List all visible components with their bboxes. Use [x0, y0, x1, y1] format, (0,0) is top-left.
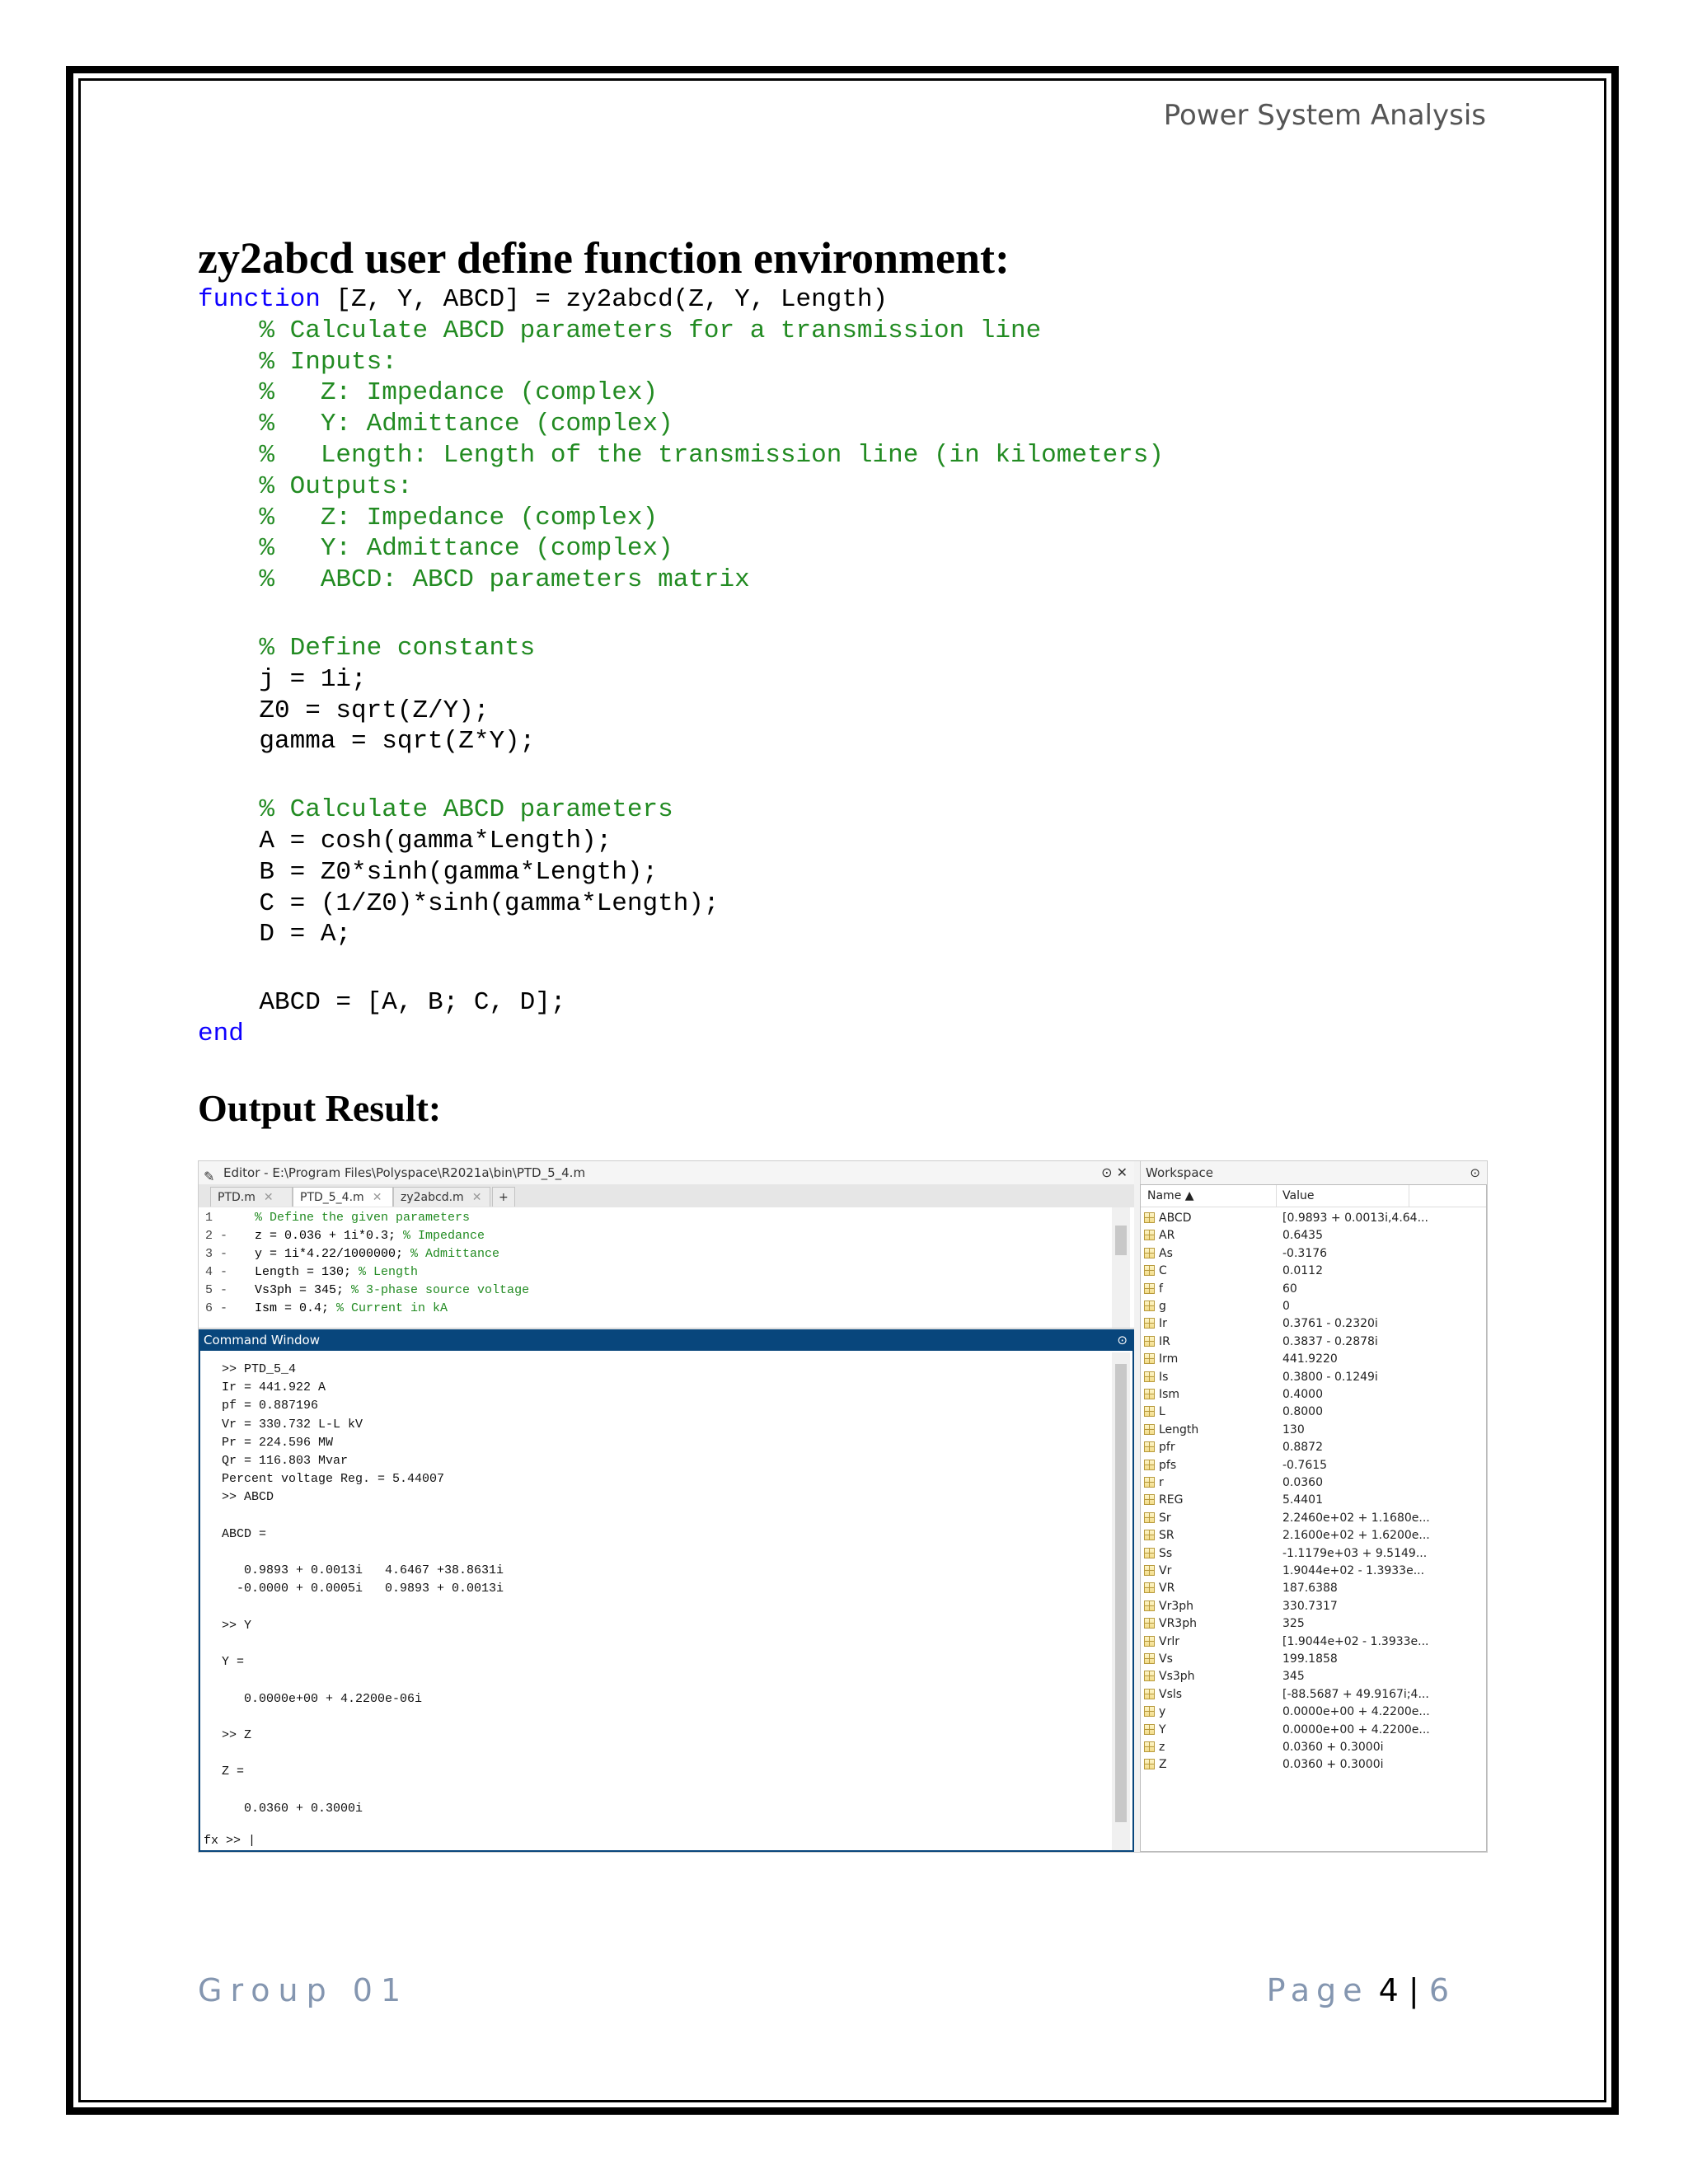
workspace-row[interactable] [1141, 1527, 1486, 1544]
workspace-var-name: Vs [1159, 1652, 1173, 1666]
code-listing [198, 284, 1164, 1050]
workspace-var-name: g [1159, 1300, 1166, 1313]
column-header-value[interactable]: Value [1282, 1189, 1315, 1202]
editor-line-number: 6 - [205, 1301, 228, 1315]
code-line [198, 533, 1164, 565]
workspace-var-name: Ir [1159, 1317, 1167, 1331]
command-output-line: >> PTD_5_4 [222, 1362, 297, 1376]
editor-tabs [199, 1184, 1134, 1208]
footer-page-number: 4 [1378, 1972, 1399, 2008]
code-comment: % Length: Length of the transmission line (in kilometers) [198, 440, 1164, 470]
workspace-var-value: 0.3800 - 0.1249i [1282, 1370, 1378, 1384]
code-line [198, 987, 1164, 1019]
command-output-line: Qr = 116.803 Mvar [222, 1454, 349, 1468]
workspace-var-value: -1.1179e+03 + 9.5149... [1282, 1546, 1428, 1560]
code-text: Z0 = sqrt(Z/Y); [198, 696, 490, 725]
command-window-title-bar [199, 1329, 1134, 1351]
workspace-row[interactable] [1141, 1668, 1486, 1685]
workspace-var-name: Irm [1159, 1352, 1179, 1366]
workspace-row[interactable] [1141, 1510, 1486, 1527]
matrix-variable-icon [1144, 1601, 1155, 1611]
matrix-variable-icon [1144, 1460, 1155, 1470]
workspace-row[interactable] [1141, 1545, 1486, 1563]
editor-code-comment: % Length [359, 1265, 419, 1279]
matrix-variable-icon [1144, 1406, 1155, 1417]
matrix-variable-icon [1144, 1636, 1155, 1647]
editor-line-code [255, 1209, 470, 1227]
code-line [198, 503, 1164, 534]
workspace-var-value: 345 [1282, 1670, 1305, 1684]
matrix-variable-icon [1144, 1530, 1155, 1540]
workspace-var-value: 0.4000 [1282, 1388, 1323, 1401]
workspace-var-value: 0.0360 + 0.3000i [1282, 1758, 1384, 1772]
editor-code-comment: % Admittance [410, 1247, 500, 1261]
workspace-var-value: 1.9044e+02 - 1.3933e... [1282, 1564, 1425, 1577]
matrix-variable-icon [1144, 1706, 1155, 1717]
workspace-var-value: 0.0000e+00 + 4.2200e... [1282, 1722, 1430, 1736]
workspace-var-name: ABCD [1159, 1212, 1192, 1225]
matrix-variable-icon [1144, 1582, 1155, 1593]
editor-body[interactable] [199, 1207, 1134, 1329]
editor-title-bar [199, 1161, 1134, 1184]
workspace-row[interactable] [1141, 1686, 1486, 1704]
workspace-var-value: 330.7317 [1282, 1599, 1338, 1613]
workspace-var-value: [0.9893 + 0.0013i,4.64... [1282, 1212, 1428, 1225]
matrix-variable-icon [1144, 1301, 1155, 1311]
footer-group: Group 01 [198, 1972, 410, 2008]
command-output-line: Y = [222, 1655, 245, 1670]
section-heading-function: zy2abcd user define function environment: [198, 233, 1010, 283]
code-text: C = (1/Z0)*sinh(gamma*Length); [198, 888, 720, 918]
editor-line-number: 3 - [205, 1247, 228, 1261]
matrix-variable-icon [1144, 1424, 1155, 1435]
command-output-line: Ir = 441.922 A [222, 1380, 326, 1395]
column-divider [1276, 1185, 1277, 1207]
workspace-var-value: 0.6435 [1282, 1229, 1323, 1243]
workspace-row[interactable] [1141, 1580, 1486, 1597]
code-comment: % Y: Admittance (complex) [198, 534, 673, 564]
code-text: A = cosh(gamma*Length); [198, 826, 612, 855]
editor-line-code [255, 1300, 448, 1318]
code-line [198, 440, 1164, 471]
command-output-line: >> Z [222, 1728, 252, 1742]
matrix-variable-icon [1144, 1653, 1155, 1664]
editor-line-code [255, 1227, 485, 1245]
code-line [198, 857, 1164, 888]
workspace-var-value: 0.3761 - 0.2320i [1282, 1317, 1378, 1331]
workspace-var-name: Vrlr [1159, 1634, 1179, 1648]
editor-code-text: Vs3ph = 345; [255, 1283, 352, 1297]
command-output-line: pf = 0.887196 [222, 1399, 319, 1413]
code-line [198, 347, 1164, 378]
workspace-var-name: pfr [1159, 1441, 1175, 1455]
code-text: ABCD = [A, B; C, D]; [198, 988, 566, 1018]
workspace-var-name: y [1159, 1705, 1166, 1719]
workspace-var-value: [1.9044e+02 - 1.3933e... [1282, 1634, 1429, 1648]
matrix-variable-icon [1144, 1318, 1155, 1329]
matrix-variable-icon [1144, 1389, 1155, 1399]
workspace-var-value: 0.0112 [1282, 1264, 1323, 1278]
code-line [198, 826, 1164, 857]
workspace-var-value: 2.1600e+02 + 1.6200e... [1282, 1529, 1430, 1543]
matrix-variable-icon [1144, 1548, 1155, 1558]
footer-page-total: 6 [1428, 1972, 1449, 2008]
matrix-variable-icon [1144, 1212, 1155, 1223]
command-output-line: >> ABCD [222, 1490, 274, 1505]
workspace-row[interactable] [1141, 1598, 1486, 1615]
matrix-variable-icon [1144, 1494, 1155, 1505]
footer-page-word: Page [1266, 1972, 1369, 2008]
matrix-variable-icon [1144, 1265, 1155, 1276]
matrix-variable-icon [1144, 1512, 1155, 1523]
workspace-var-value: 0.8000 [1282, 1405, 1323, 1419]
workspace-var-name: REG [1159, 1493, 1184, 1507]
column-header-name[interactable]: Name ▲ [1147, 1189, 1194, 1202]
workspace-row[interactable] [1141, 1333, 1486, 1351]
editor-line-code [255, 1245, 499, 1263]
matrix-variable-icon [1144, 1283, 1155, 1294]
workspace-row[interactable] [1141, 1369, 1486, 1386]
workspace-var-name: Length [1159, 1422, 1199, 1436]
workspace-row[interactable] [1141, 1227, 1486, 1244]
workspace-table [1140, 1184, 1487, 1852]
code-text: [Z, Y, ABCD] = zy2abcd(Z, Y, Length) [320, 285, 889, 314]
workspace-var-name: As [1159, 1246, 1173, 1260]
workspace-var-name: f [1159, 1282, 1163, 1296]
workspace-header-row [1141, 1185, 1486, 1207]
matrix-variable-icon [1144, 1618, 1155, 1629]
code-line [198, 1019, 1164, 1050]
pencil-icon: ✎ [204, 1169, 215, 1184]
matrix-variable-icon [1144, 1565, 1155, 1576]
workspace-row[interactable] [1141, 1704, 1486, 1721]
matrix-variable-icon [1144, 1759, 1155, 1769]
code-comment: % Outputs: [198, 471, 413, 501]
workspace-row[interactable] [1141, 1315, 1486, 1333]
panel-menu-icon[interactable]: ⊙ [1470, 1165, 1480, 1180]
footer-separator: | [1398, 1972, 1429, 2008]
workspace-row[interactable] [1141, 1457, 1486, 1474]
workspace-var-value: 199.1858 [1282, 1652, 1338, 1666]
code-text: D = A; [198, 920, 352, 949]
code-text: B = Z0*sinh(gamma*Length); [198, 857, 659, 887]
tab-ptd-5-4[interactable]: PTD_5_4.m ✕ [293, 1187, 393, 1207]
workspace-row[interactable] [1141, 1722, 1486, 1739]
workspace-var-name: IR [1159, 1334, 1170, 1348]
workspace-var-name: r [1159, 1476, 1164, 1489]
workspace-var-value: 60 [1282, 1282, 1297, 1296]
matrix-variable-icon [1144, 1741, 1155, 1752]
panel-menu-icon[interactable]: ⊙ [1117, 1333, 1128, 1347]
code-line [198, 919, 1164, 950]
code-comment: % Define constants [198, 633, 536, 663]
code-line [198, 664, 1164, 696]
code-comment: % Calculate ABCD parameters [198, 795, 673, 825]
command-window-scrollbar[interactable] [1112, 1352, 1130, 1850]
workspace-var-value: 2.2460e+02 + 1.1680e... [1282, 1511, 1430, 1525]
footer-page [1267, 1972, 1449, 2008]
workspace-var-value: 0.0000e+00 + 4.2200e... [1282, 1705, 1430, 1719]
editor-title: Editor - E:\Program Files\Polyspace\R2021a\bin\PTD_5_4.m [223, 1165, 586, 1180]
code-comment: % Z: Impedance (complex) [198, 378, 659, 408]
command-output-line: 0.9893 + 0.0013i 4.6467 +38.8631i [222, 1563, 504, 1578]
matrix-variable-icon [1144, 1230, 1155, 1240]
workspace-row[interactable] [1141, 1351, 1486, 1368]
workspace-row[interactable] [1141, 1563, 1486, 1580]
page-header-title: Power System Analysis [1163, 99, 1486, 132]
editor-line-number: 5 - [205, 1283, 228, 1297]
workspace-row[interactable] [1141, 1739, 1486, 1756]
workspace-var-value: 0.8872 [1282, 1441, 1323, 1455]
tab-ptd[interactable]: PTD.m ✕ [210, 1187, 293, 1207]
scrollbar-thumb[interactable] [1115, 1226, 1127, 1255]
workspace-var-name: Sr [1159, 1511, 1171, 1525]
code-line [198, 633, 1164, 664]
workspace-row[interactable] [1141, 1474, 1486, 1492]
workspace-row[interactable] [1141, 1492, 1486, 1509]
command-output-line: 0.0000e+00 + 4.2200e-06i [222, 1691, 423, 1706]
code-line [198, 696, 1164, 727]
code-text: gamma = sqrt(Z*Y); [198, 727, 536, 757]
editor-line-number: 4 - [205, 1265, 228, 1279]
code-comment: % Inputs: [198, 347, 397, 377]
workspace-var-name: VR3ph [1159, 1617, 1197, 1631]
code-line [198, 284, 1164, 316]
editor-code-text: % Define the given parameters [255, 1211, 471, 1225]
editor-code-comment: % 3-phase source voltage [351, 1283, 530, 1297]
workspace-var-value: 0 [1282, 1300, 1290, 1313]
workspace-var-name: Z [1159, 1758, 1167, 1772]
matrix-variable-icon [1144, 1689, 1155, 1699]
workspace-row[interactable] [1141, 1615, 1486, 1633]
command-output-line: Vr = 330.732 L-L kV [222, 1417, 363, 1432]
workspace-row[interactable] [1141, 1633, 1486, 1651]
code-comment: % Calculate ABCD parameters for a transmission line [198, 316, 1042, 345]
editor-line-code [255, 1282, 529, 1300]
command-output-line: Pr = 224.596 MW [222, 1435, 334, 1450]
workspace-var-name: Ism [1159, 1388, 1180, 1401]
workspace-var-name: AR [1159, 1229, 1175, 1243]
code-line [198, 316, 1164, 347]
close-icon[interactable]: ✕ [372, 1191, 382, 1204]
workspace-var-value: 325 [1282, 1617, 1305, 1631]
code-line [198, 757, 1164, 794]
workspace-var-value: 130 [1282, 1422, 1305, 1436]
close-icon[interactable]: ✕ [263, 1191, 274, 1204]
workspace-var-value: [-88.5687 + 49.9167i;4... [1282, 1687, 1429, 1701]
workspace-var-value: 0.3837 - 0.2878i [1282, 1334, 1378, 1348]
editor-line-code [255, 1263, 418, 1282]
scrollbar-thumb[interactable] [1115, 1364, 1127, 1822]
workspace-title: Workspace [1146, 1165, 1213, 1180]
command-prompt-input[interactable]: fx >> | [204, 1834, 256, 1848]
workspace-var-value: 441.9220 [1282, 1352, 1338, 1366]
workspace-title-bar [1140, 1161, 1487, 1184]
workspace-var-value: 187.6388 [1282, 1582, 1338, 1596]
workspace-var-name: Ss [1159, 1546, 1173, 1560]
matrix-variable-icon [1144, 1371, 1155, 1382]
workspace-row[interactable] [1141, 1439, 1486, 1456]
matrix-variable-icon [1144, 1336, 1155, 1347]
editor-line-number: 2 - [205, 1229, 228, 1243]
code-line [198, 596, 1164, 633]
code-comment: % ABCD: ABCD parameters matrix [198, 565, 750, 595]
code-keyword: function [198, 285, 321, 314]
command-output-line: Z = [222, 1765, 245, 1779]
workspace-var-value: 0.0360 + 0.3000i [1282, 1741, 1384, 1754]
workspace-var-name: Is [1159, 1370, 1169, 1384]
code-line [198, 794, 1164, 826]
close-icon[interactable]: ✕ [471, 1191, 482, 1204]
workspace-row[interactable] [1141, 1281, 1486, 1298]
matlab-screenshot [198, 1160, 1488, 1853]
editor-code-comment: % Current in kA [336, 1301, 448, 1315]
add-tab-button[interactable]: + [492, 1187, 515, 1207]
code-line [198, 726, 1164, 757]
workspace-var-name: Vr [1159, 1564, 1172, 1577]
workspace-var-name: SR [1159, 1529, 1175, 1543]
workspace-row[interactable] [1141, 1651, 1486, 1668]
editor-code-comment: % Impedance [403, 1229, 485, 1243]
panel-controls-icon[interactable]: ⊙ ✕ [1101, 1165, 1128, 1180]
workspace-var-value: -0.3176 [1282, 1246, 1328, 1260]
command-output-line: >> Y [222, 1618, 252, 1633]
code-line [198, 565, 1164, 596]
editor-code-text: Length = 130; [255, 1265, 359, 1279]
command-output-line: Percent voltage Reg. = 5.44007 [222, 1472, 445, 1487]
workspace-row[interactable] [1141, 1386, 1486, 1404]
workspace-var-value: 5.4401 [1282, 1493, 1323, 1507]
editor-code-text: z = 0.036 + 1i*0.3; [255, 1229, 404, 1243]
workspace-var-name: Vsls [1159, 1687, 1183, 1701]
editor-line-number: 1 [205, 1211, 213, 1225]
command-output-line: ABCD = [222, 1526, 267, 1541]
workspace-var-name: C [1159, 1264, 1167, 1278]
workspace-var-name: Vs3ph [1159, 1670, 1195, 1684]
workspace-row[interactable] [1141, 1245, 1486, 1263]
editor-code-text: y = 1i*4.22/1000000; [255, 1247, 411, 1261]
workspace-var-value: -0.7615 [1282, 1458, 1328, 1472]
section-heading-output: Output Result: [198, 1087, 442, 1129]
tab-zy2abcd[interactable]: zy2abcd.m ✕ [393, 1187, 490, 1207]
workspace-row[interactable] [1141, 1422, 1486, 1439]
command-window-body[interactable] [199, 1351, 1134, 1852]
code-keyword: end [198, 1019, 244, 1048]
workspace-var-name: Vr3ph [1159, 1599, 1193, 1613]
matrix-variable-icon [1144, 1248, 1155, 1258]
code-line [198, 950, 1164, 987]
workspace-row[interactable] [1141, 1210, 1486, 1227]
workspace-row[interactable] [1141, 1756, 1486, 1774]
matrix-variable-icon [1144, 1441, 1155, 1452]
code-text: j = 1i; [198, 664, 367, 694]
workspace-var-name: VR [1159, 1582, 1175, 1596]
matrix-variable-icon [1144, 1353, 1155, 1364]
matrix-variable-icon [1144, 1477, 1155, 1488]
workspace-row[interactable] [1141, 1404, 1486, 1421]
workspace-row[interactable] [1141, 1263, 1486, 1280]
matrix-variable-icon [1144, 1671, 1155, 1681]
matrix-variable-icon [1144, 1724, 1155, 1735]
code-comment: % Y: Admittance (complex) [198, 410, 673, 439]
workspace-var-name: L [1159, 1405, 1165, 1419]
code-line [198, 377, 1164, 409]
code-line [198, 888, 1164, 920]
workspace-var-name: pfs [1159, 1458, 1177, 1472]
command-window-title: Command Window [204, 1333, 321, 1347]
workspace-row[interactable] [1141, 1298, 1486, 1315]
workspace-var-value: 0.0360 [1282, 1476, 1323, 1489]
command-output-line: -0.0000 + 0.0005i 0.9893 + 0.0013i [222, 1582, 504, 1596]
code-comment: % Z: Impedance (complex) [198, 503, 659, 532]
workspace-var-name: z [1159, 1741, 1165, 1754]
code-line [198, 471, 1164, 503]
command-output-line: 0.0360 + 0.3000i [222, 1801, 363, 1816]
editor-scrollbar[interactable] [1112, 1207, 1130, 1328]
workspace-var-name: Y [1159, 1722, 1166, 1736]
editor-code-text: Ism = 0.4; [255, 1301, 337, 1315]
code-line [198, 409, 1164, 440]
